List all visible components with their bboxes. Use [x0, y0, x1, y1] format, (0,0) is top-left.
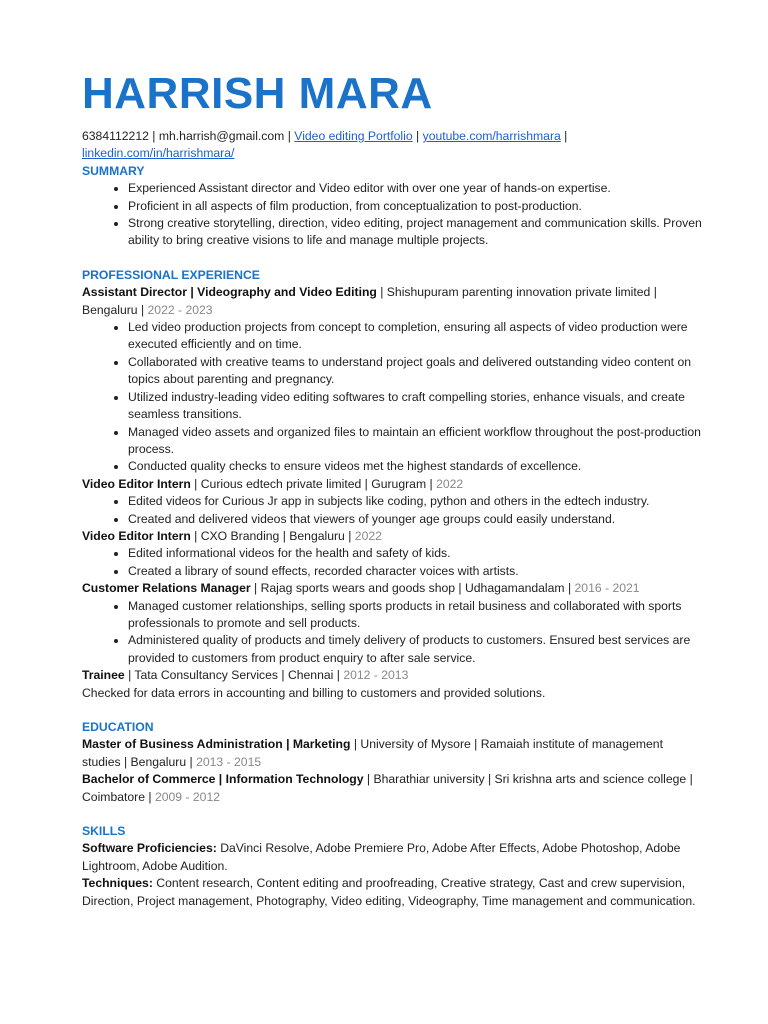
job-title: Video Editor Intern	[82, 528, 191, 543]
job-date: 2022 - 2023	[147, 302, 213, 317]
summary-item: • Experienced Assistant director and Video editor with over one year of hands-on expertise.	[128, 180, 702, 197]
job-date: 2022	[354, 528, 382, 543]
job-header: Video Editor Intern | CXO Branding | Bengaluru | 2022	[82, 528, 382, 543]
job-date: 2022	[436, 476, 464, 491]
education-org: Bharathiar university | Sri krishna arts and science college | Coimbatore	[82, 772, 693, 804]
education-heading: EDUCATION	[82, 720, 154, 734]
education-entry: Master of Business Administration | Marketing | University of Mysore | Ramaiah institute of management studies | Bengaluru | 2013 - 2015	[82, 737, 663, 769]
technique-skills	[82, 875, 702, 910]
youtube-link[interactable]: youtube.com/harrishmara	[422, 129, 561, 143]
job-title: Video Editor Intern	[82, 476, 191, 491]
software-label: Software Proficiencies:	[82, 841, 217, 856]
software-skills	[82, 840, 702, 875]
software-list: DaVinci Resolve, Adobe Premiere Pro, Adobe After Effects, Adobe Photoshop, Adobe Lightroom, Adobe Audition.	[82, 841, 681, 873]
job-note: Checked for data errors in accounting and billing to customers and provided solutions.	[82, 685, 546, 700]
job-bullet: • Edited videos for Curious Jr app in subjects like coding, python and others in the edtech industry.	[128, 493, 702, 510]
education-date: 2009 - 2012	[154, 789, 221, 804]
education-entry: Bachelor of Commerce | Information Technology | Bharathiar university | Sri krishna arts and science college | Coimbatore | 2009 - 2012	[82, 772, 693, 804]
techniques-list: Content research, Content editing and proofreading, Creative strategy, Cast and crew supervision, Direction, Project management, Photography, Video editing, Videography, Time management and communication.	[82, 876, 696, 908]
summary-item: • Strong creative storytelling, direction, video editing, project management and communication skills. Proven ability to bring creative visions to life and manage multiple projects.	[128, 215, 702, 250]
degree-title: Master of Business Administration | Marketing	[82, 737, 351, 752]
job-org: Shishupuram parenting innovation private limited | Bengaluru	[82, 285, 657, 317]
job-bullets	[82, 493, 702, 528]
job-bullets	[82, 598, 702, 668]
job-bullet: • Led video production projects from concept to completion, ensuring all aspects of video production were executed efficiently and on time.	[128, 319, 702, 354]
job-title: Trainee	[82, 668, 125, 683]
job-bullet: • Collaborated with creative teams to understand project goals and delivered outstanding video content on topics about parenting and pregnancy.	[128, 354, 702, 389]
summary-list	[82, 180, 702, 250]
candidate-name: HARRISH MARA	[82, 69, 433, 118]
job-date: 2012 - 2013	[343, 668, 409, 683]
job-org: Curious edtech private limited | Gurugram	[200, 476, 427, 491]
job-header: Customer Relations Manager | Rajag sports wears and goods shop | Udhagamandalam | 2016 - 2021	[82, 581, 640, 596]
summary-heading: SUMMARY	[82, 163, 145, 178]
skills-heading: SKILLS	[82, 824, 126, 839]
job-title: Assistant Director | Videography and Video Editing	[82, 285, 377, 300]
education-org: University of Mysore | Ramaiah institute of management studies | Bengaluru	[82, 737, 663, 769]
job-bullet: • Managed customer relationships, selling sports products in retail business and collaborated with sports professionals to promote and sell products.	[128, 598, 702, 633]
linkedin-link[interactable]: linkedin.com/in/harrishmara/	[82, 146, 235, 161]
job-date: 2016 - 2021	[574, 581, 640, 596]
education-date: 2013 - 2015	[196, 754, 262, 769]
job-header: Trainee | Tata Consultancy Services | Chennai | 2012 - 2013	[82, 668, 409, 683]
job-bullets	[82, 545, 702, 580]
portfolio-link[interactable]: Video editing Portfolio	[294, 129, 413, 143]
job-org: CXO Branding | Bengaluru	[200, 528, 345, 543]
job-bullet: • Utilized industry-leading video editing softwares to craft compelling stories, enhance visuals, and create seamless transitions.	[128, 389, 702, 424]
techniques-label: Techniques:	[82, 876, 153, 891]
job-org: Tata Consultancy Services | Chennai	[134, 668, 334, 683]
job-bullet: • Conducted quality checks to ensure videos met the highest standards of excellence.	[128, 458, 702, 475]
job-bullet: • Created a library of sound effects, recorded character voices with artists.	[128, 563, 702, 580]
job-header: Video Editor Intern | Curious edtech private limited | Gurugram | 2022	[82, 476, 464, 491]
job-bullets	[82, 319, 702, 476]
job-header: Assistant Director | Videography and Video Editing | Shishupuram parenting innovation private limited | Bengaluru | 2022 - 2023	[82, 285, 657, 317]
job-org: Rajag sports wears and goods shop | Udhagamandalam	[260, 581, 565, 596]
experience-heading: PROFESSIONAL EXPERIENCE	[82, 267, 260, 282]
email-address: mh.harrish@gmail.com	[158, 129, 285, 143]
job-bullet: • Edited informational videos for the health and safety of kids.	[128, 545, 702, 562]
contact-line: 6384112212 | mh.harrish@gmail.com | Video editing Portfolio | youtube.com/harrishmara | linkedin.com/in/harrishmara/	[82, 129, 568, 161]
job-bullet: • Created and delivered videos that viewers of younger age groups could easily understand.	[128, 511, 702, 528]
job-bullet: • Administered quality of products and timely delivery of products to customers. Ensured best services are provided to customers from product enquiry to after sale service.	[128, 632, 702, 667]
job-title: Customer Relations Manager	[82, 581, 251, 596]
degree-title: Bachelor of Commerce | Information Technology	[82, 772, 364, 787]
summary-item: • Proficient in all aspects of film production, from conceptualization to post-production.	[128, 198, 702, 215]
job-bullet: • Managed video assets and organized files to maintain an efficient workflow throughout the post-production process.	[128, 424, 702, 459]
phone-number: 6384112212	[82, 129, 149, 143]
resume-content	[82, 128, 702, 910]
